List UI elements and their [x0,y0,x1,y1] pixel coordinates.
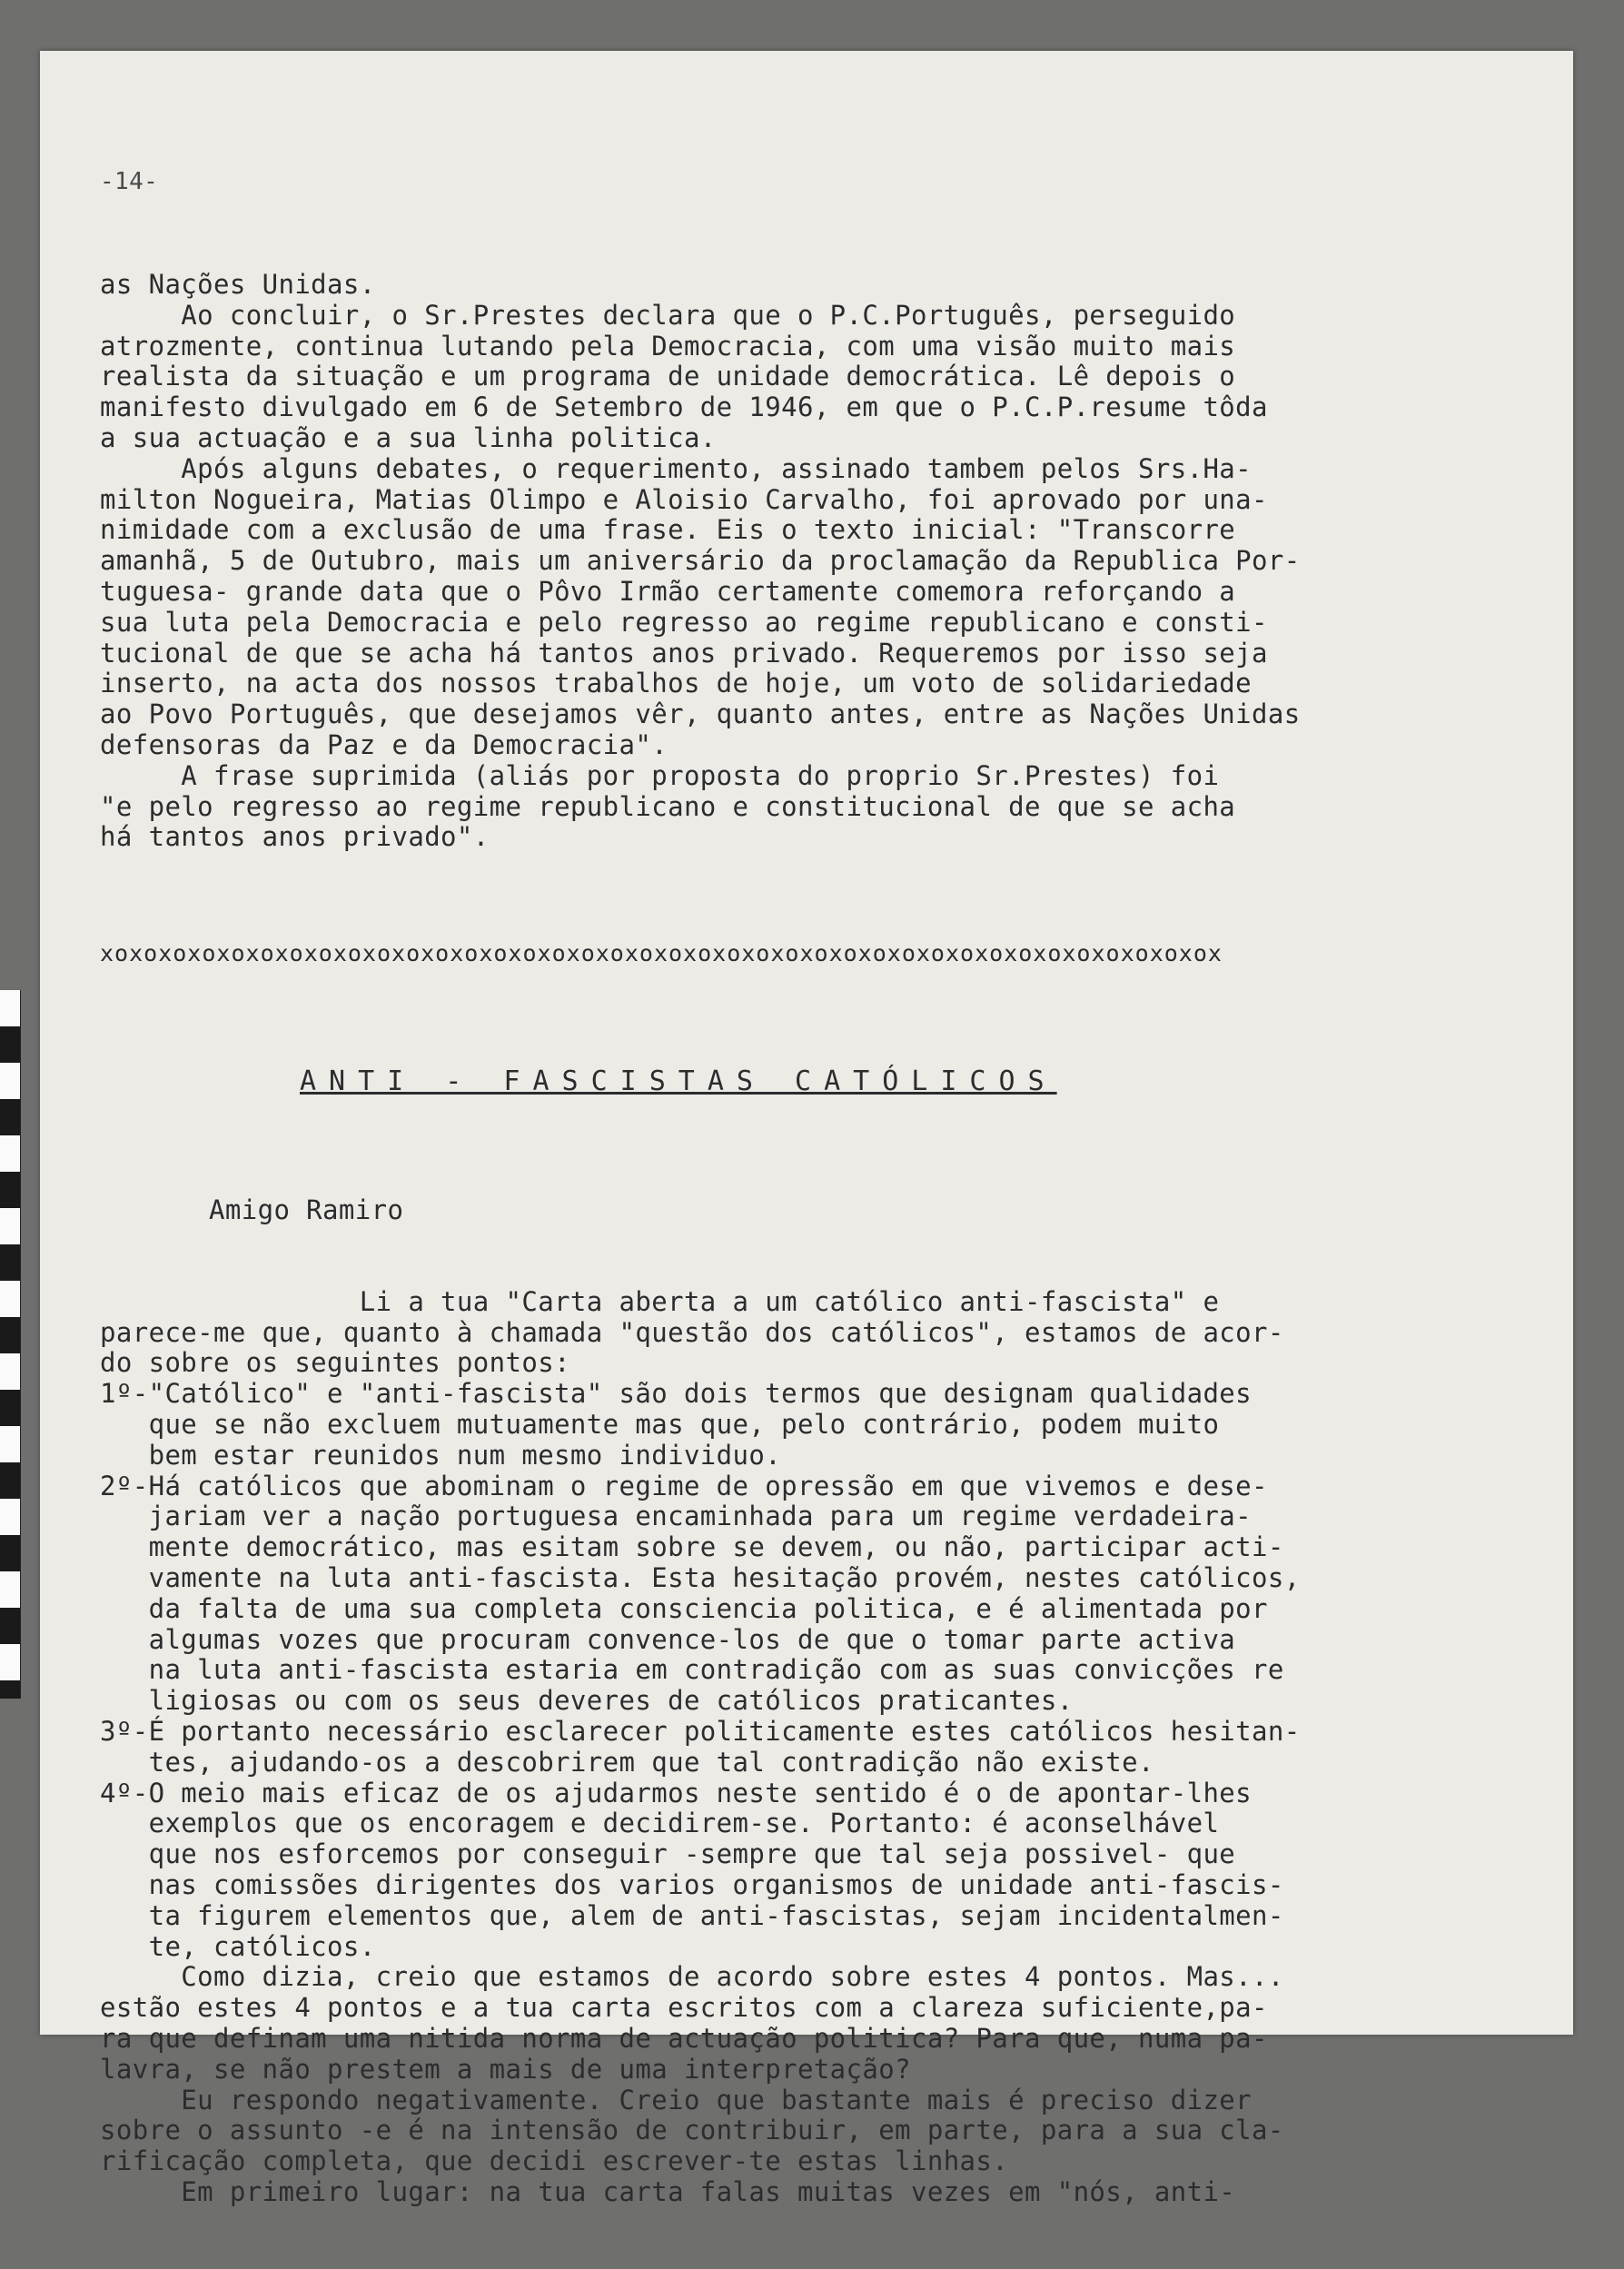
measurement-ruler [0,990,21,1699]
salutation: Amigo Ramiro [209,1194,404,1225]
text-line: Ao concluir, o Sr.Prestes declara que o P.C.Português, perseguido [100,299,1236,331]
text-line: nimidade com a exclusão de uma frase. Eis o texto inicial: "Transcorre [100,514,1236,546]
text-line: manifesto divulgado em 6 de Setembro de 1946, em que o P.C.P.resume tôda [100,391,1268,423]
text-line: da falta de uma sua completa consciencia politica, e é alimentada por [100,1592,1268,1624]
text-line: lavra, se não prestem a mais de uma interpretação? [100,2053,911,2085]
text-line: que se não excluem mutuamente mas que, pelo contrário, podem muito [100,1409,1220,1441]
text-line: algumas vozes que procuram convence-los de que o tomar parte activa [100,1623,1236,1655]
text-line: te, católicos. [100,1930,376,1962]
text-line: do sobre os seguintes pontos: [100,1347,570,1379]
document-page [40,51,1573,2207]
text-line: Eu respondo negativamente. Creio que bastante mais é preciso dizer [100,2084,1253,2115]
text-line: na luta anti-fascista estaria em contradição com as suas convicções re [100,1654,1284,1686]
text-line: Como dizia, creio que estamos de acordo sobre estes 4 pontos. Mas... [100,1961,1284,1993]
text-line: A frase suprimida (aliás por proposta do proprio Sr.Prestes) foi [100,759,1220,791]
text-line: 4º-O meio mais eficaz de os ajudarmos neste sentido é o de apontar-lhes [100,1777,1253,1808]
text-line: amanhã, 5 de Outubro, mais um aniversário da proclamação da Republica Por- [100,545,1301,577]
section-title: ANTI - FASCISTAS CATÓLICOS [300,1065,1057,1098]
text-line: realista da situação e um programa de unidade democrática. Lê depois o [100,361,1236,392]
text-line: ra que definam uma nitida norma de actuação politica? Para que, numa pa- [100,2023,1268,2055]
text-line: as Nações Unidas. [100,268,376,300]
text-line: jariam ver a nação portuguesa encaminhada para um regime verdadeira- [100,1501,1253,1532]
letter-body [100,1287,1517,2208]
text-line: ligiosas ou com os seus deveres de católicos praticantes. [100,1685,1074,1717]
text-line: tuguesa- grande data que o Pôvo Irmão certamente comemora reforçando a [100,575,1236,607]
text-line: que nos esforcemos por conseguir -sempre que tal seja possivel- que [100,1838,1236,1870]
text-line: mente democrático, mas esitam sobre se devem, ou não, participar acti- [100,1531,1284,1563]
page-number: -14- [100,167,159,195]
text-line: inserto, na acta dos nossos trabalhos de hoje, um voto de solidariedade [100,668,1253,699]
text-line: há tantos anos privado". [100,821,490,853]
text-line: Em primeiro lugar: na tua carta falas muitas vezes em "nós, anti- [100,2176,1236,2207]
text-line: defensoras da Paz e da Democracia". [100,728,668,760]
text-line: rificação completa, que decidi escrever-te estas linhas. [100,2145,1009,2177]
text-line: nas comissões dirigentes dos varios organismos de unidade anti-fascis- [100,1869,1284,1901]
document-text [100,105,1517,2269]
text-line: ao Povo Português, que desejamos vêr, quanto antes, entre as Nações Unidas [100,699,1301,730]
text-line: vamente na luta anti-fascista. Esta hesitação provém, nestes católicos, [100,1562,1301,1594]
text-line: bem estar reunidos num mesmo individuo. [100,1439,782,1471]
text-line: exemplos que os encoragem e decidirem-se. Portanto: é aconselhável [100,1808,1220,1839]
text-line: Li a tua "Carta aberta a um católico anti-fascista" e [100,1285,1220,1317]
text-line: ta figurem elementos que, alem de anti-fascistas, sejam incidentalmen- [100,1899,1284,1931]
top-paragraphs [100,270,1517,853]
text-line: 2º-Há católicos que abominam o regime de opressão em que vivemos e dese- [100,1470,1268,1501]
separator-line: xoxoxoxoxoxoxoxoxoxoxoxoxoxoxoxoxoxoxoxoxoxoxoxoxoxoxoxoxoxoxoxoxoxoxoxoxoxox [100,939,1223,966]
text-line: milton Nogueira, Matias Olimpo e Aloisio Carvalho, foi aprovado por una- [100,483,1268,515]
text-line: tes, ajudando-os a descobrirem que tal contradição não existe. [100,1746,1154,1778]
text-line: parece-me que, quanto à chamada "questão dos católicos", estamos de acor- [100,1316,1284,1348]
text-line: sua luta pela Democracia e pelo regresso ao regime republicano e consti- [100,606,1268,638]
text-line: estão estes 4 pontos e a tua carta escritos com a clareza suficiente,pa- [100,1992,1268,2024]
text-line: 3º-É portanto necessário esclarecer politicamente estes católicos hesitan- [100,1716,1301,1748]
text-line: sobre o assunto -e é na intensão de contribuir, em parte, para a sua cla- [100,2115,1284,2146]
text-line: Após alguns debates, o requerimento, assinado tambem pelos Srs.Ha- [100,452,1253,484]
text-line: a sua actuação e a sua linha politica. [100,421,717,453]
text-line: "e pelo regresso ao regime republicano e constitucional de que se acha [100,790,1236,822]
text-line: 1º-"Católico" e "anti-fascista" são dois termos que designam qualidades [100,1378,1253,1410]
text-line: atrozmente, continua lutando pela Democracia, com uma visão muito mais [100,330,1236,362]
text-line: tucional de que se acha há tantos anos privado. Requeremos por isso seja [100,637,1268,669]
